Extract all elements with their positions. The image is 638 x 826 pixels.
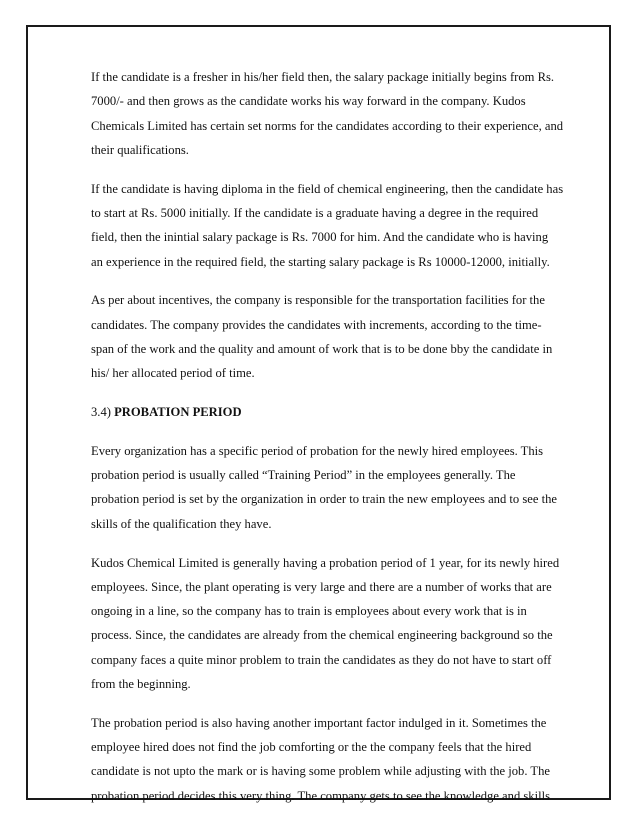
paragraphs-top [91, 65, 569, 386]
text-line: As per about incentives, the company is responsible for the transportation facilities for the [91, 293, 545, 308]
text-line: process. Since, the candidates are already from the chemical engineering background so the [91, 628, 553, 643]
text-line: probation period is set by the organization in order to train the new employees and to see the [91, 492, 557, 507]
document-body [91, 65, 569, 823]
text-line: candidate is not upto the mark or is having some problem while adjusting with the job. The [91, 764, 551, 779]
section-heading [91, 400, 569, 424]
text-line: span of the work and the quality and amount of work that is to be done bby the candidate in [91, 341, 553, 356]
text-line: If the candidate is a fresher in his/her field then, the salary package initially begins from Rs. [91, 70, 555, 84]
text-line: 7000/- and then grows as the candidate works his way forward in the company. Kudos [91, 94, 526, 109]
text-line: from the beginning. [91, 677, 191, 692]
text-line: candidates. The company provides the candidates with increments, according to the time- [91, 317, 542, 332]
text-line: probation period is usually called “Training Period” in the employees generally. The [91, 468, 516, 483]
text-line: company faces a quite minor problem to train the candidates as they do not have to start off [91, 652, 552, 667]
text-line: an experience in the required field, the starting salary package is Rs 10000-12000, initially. [91, 254, 550, 269]
text-line: to start at Rs. 5000 initially. If the candidate is a graduate having a degree in the required [91, 205, 539, 220]
text-line: Every organization has a specific period of probation for the newly hired employees. This [91, 443, 544, 458]
text-line: probation period decides this very thing. The company gets to see the knowledge and skills [91, 788, 550, 803]
text-line: The probation period is also having another important factor indulged in it. Sometimes the [91, 715, 547, 730]
paragraph [91, 65, 569, 162]
paragraph [91, 177, 569, 274]
text-line: If the candidate is having diploma in the field of chemical engineering, then the candidate has [91, 181, 564, 196]
text-line: field, then the inintial salary package is Rs. 7000 for him. And the candidate who is having [91, 230, 549, 245]
text-line: his/ her allocated period of time. [91, 366, 255, 381]
text-line: ongoing in a line, so the company has to train is employees about every work that is in [91, 604, 527, 619]
text-line: employees. Since, the plant operating is very large and there are a number of works that are [91, 579, 552, 594]
paragraph [91, 551, 569, 697]
paragraph [91, 288, 569, 385]
text-line: employee hired does not find the job comforting or the the company feels that the hired [91, 740, 532, 755]
paragraphs-bottom [91, 439, 569, 808]
section-title: PROBATION PERIOD [114, 405, 242, 420]
section-number: 3.4) [91, 405, 111, 420]
text-line: their qualifications. [91, 142, 189, 157]
paragraph [91, 711, 569, 808]
text-line: Chemicals Limited has certain set norms for the candidates according to their experience, and [91, 118, 564, 133]
text-line: Kudos Chemical Limited is generally having a probation period of 1 year, for its newly hired [91, 555, 560, 570]
paragraph [91, 439, 569, 536]
text-line: skills of the qualification they have. [91, 516, 272, 531]
